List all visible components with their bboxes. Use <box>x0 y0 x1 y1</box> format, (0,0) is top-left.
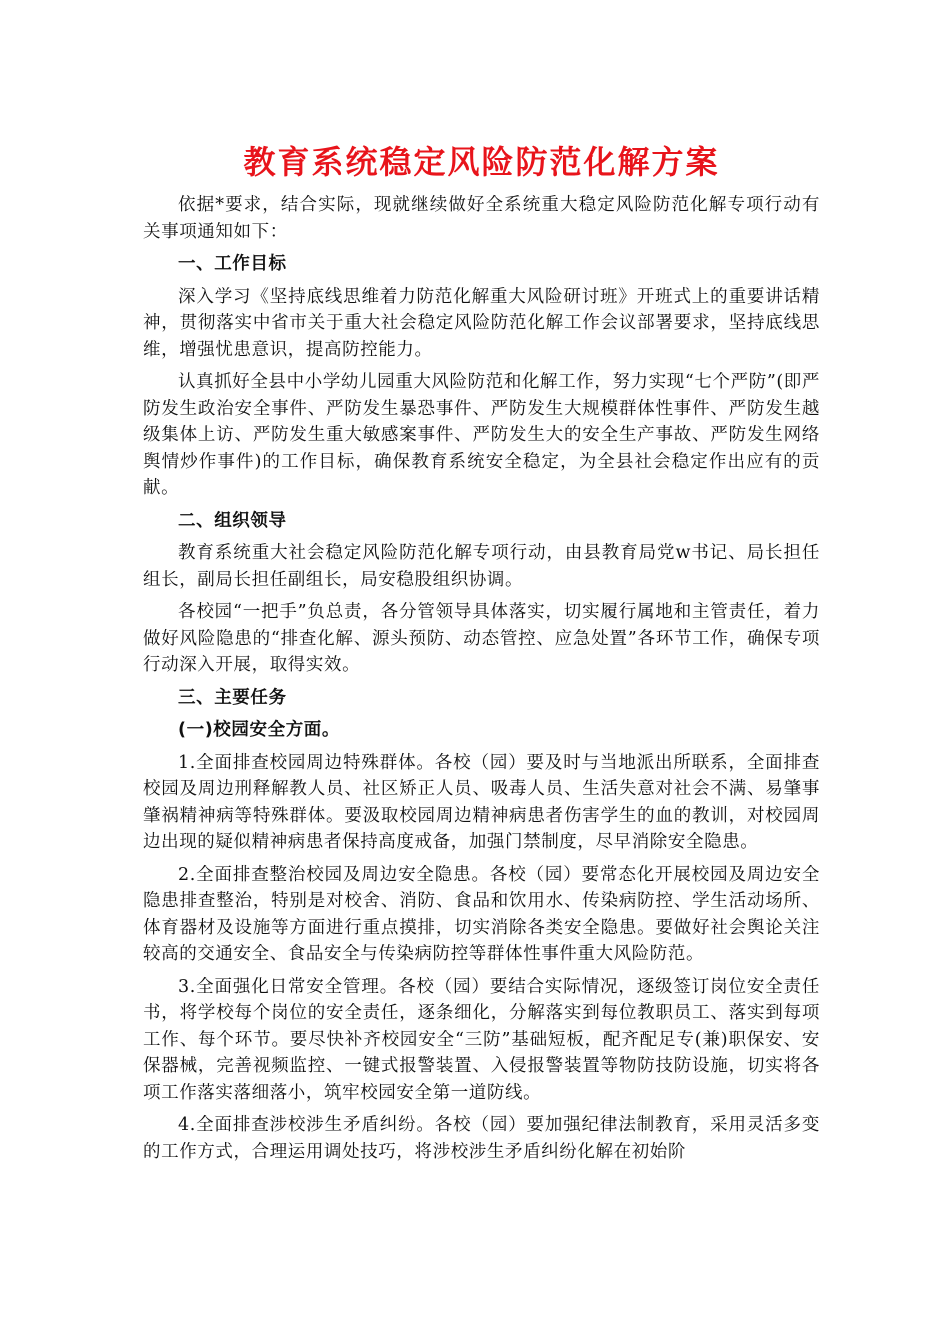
document-body <box>143 128 820 1171</box>
section-heading-leadership: 二、组织领导 <box>178 510 287 531</box>
section-heading-goals: 一、工作目标 <box>178 254 287 274</box>
intro-paragraph: 依据*要求，结合实际，现就继续做好全系统重大稳定风险防范化解专项行动有关事项通知如下： <box>143 195 820 242</box>
task-item-2: 2.全面排查整治校园及周边安全隐患。各校（园）要常态化开展校园及周边安全隐患排查整治，特别是对校舍、消防、食品和饮用水、传染病防控、学生活动场所、体育器材及设施等方面进行重点摸排，切实消除各类安全隐患。要做好社会舆论关注较高的交通安全、食品安全与传染病防控等群体性事件重大风险防范。 <box>143 864 820 964</box>
document-title: 教育系统稳定风险防范化解方案 <box>243 143 720 181</box>
leadership-paragraph-2: 各校园“一把手”负总责，各分管领导具体落实，切实履行属地和主管责任，着力做好风险隐患的“排查化解、源头预防、动态管控、应急处置”各环节工作，确保专项行动深入开展，取得实效。 <box>143 602 820 675</box>
goals-paragraph-1: 深入学习《坚持底线思维着力防范化解重大风险研讨班》开班式上的重要讲话精神，贯彻落实中省市关于重大社会稳定风险防范化解工作会议部署要求，坚持底线思维，增强忧患意识，提高防控能力。 <box>143 286 820 360</box>
task-item-1: 1.全面排查校园周边特殊群体。各校（园）要及时与当地派出所联系，全面排查校园及周边刑释解教人员、社区矫正人员、吸毒人员、生活失意对社会不满、易肇事肇祸精神病等特殊群体。要汲取校园周边精神病患者伤害学生的血的教训，对校园周边出现的疑似精神病患者保持高度戒备，加强门禁制度，尽早消除安全隐患。 <box>143 752 820 852</box>
task-item-3: 3.全面强化日常安全管理。各校（园）要结合实际情况，逐级签订岗位安全责任书，将学校每个岗位的安全责任，逐条细化，分解落实到每位教职员工、落实到每项工作、每个环节。要尽快补齐校园安全“三防”基础短板，配齐配足专(兼)职保安、安保器械，完善视频监控、一键式报警装置、入侵报警装置等物防技防设施，切实将各项工作落实落细落小，筑牢校园安全第一道防线。 <box>143 976 820 1103</box>
subsection-heading-campus-safety: (一)校园安全方面。 <box>178 720 340 740</box>
section-heading-tasks: 三、主要任务 <box>178 687 287 708</box>
leadership-paragraph-1: 教育系统重大社会稳定风险防范化解专项行动，由县教育局党w书记、局长担任组长，副局长担任副组长，局安稳股组织协调。 <box>143 543 820 590</box>
goals-paragraph-2: 认真抓好全县中小学幼儿园重大风险防范和化解工作，努力实现“七个严防”(即严防发生政治安全事件、严防发生暴恐事件、严防发生大规模群体性事件、严防发生越级集体上访、严防发生重大敏感案事件、严防发生大的安全生产事故、严防发生网络舆情炒作事件)的工作目标，确保教育系统安全稳定，为全县社会稳定作出应有的贡献。 <box>143 372 820 498</box>
task-item-4: 4.全面排查涉校涉生矛盾纠纷。各校（园）要加强纪律法制教育，采用灵活多变的工作方式，合理运用调处技巧，将涉校涉生矛盾纠纷化解在初始阶 <box>143 1115 820 1162</box>
